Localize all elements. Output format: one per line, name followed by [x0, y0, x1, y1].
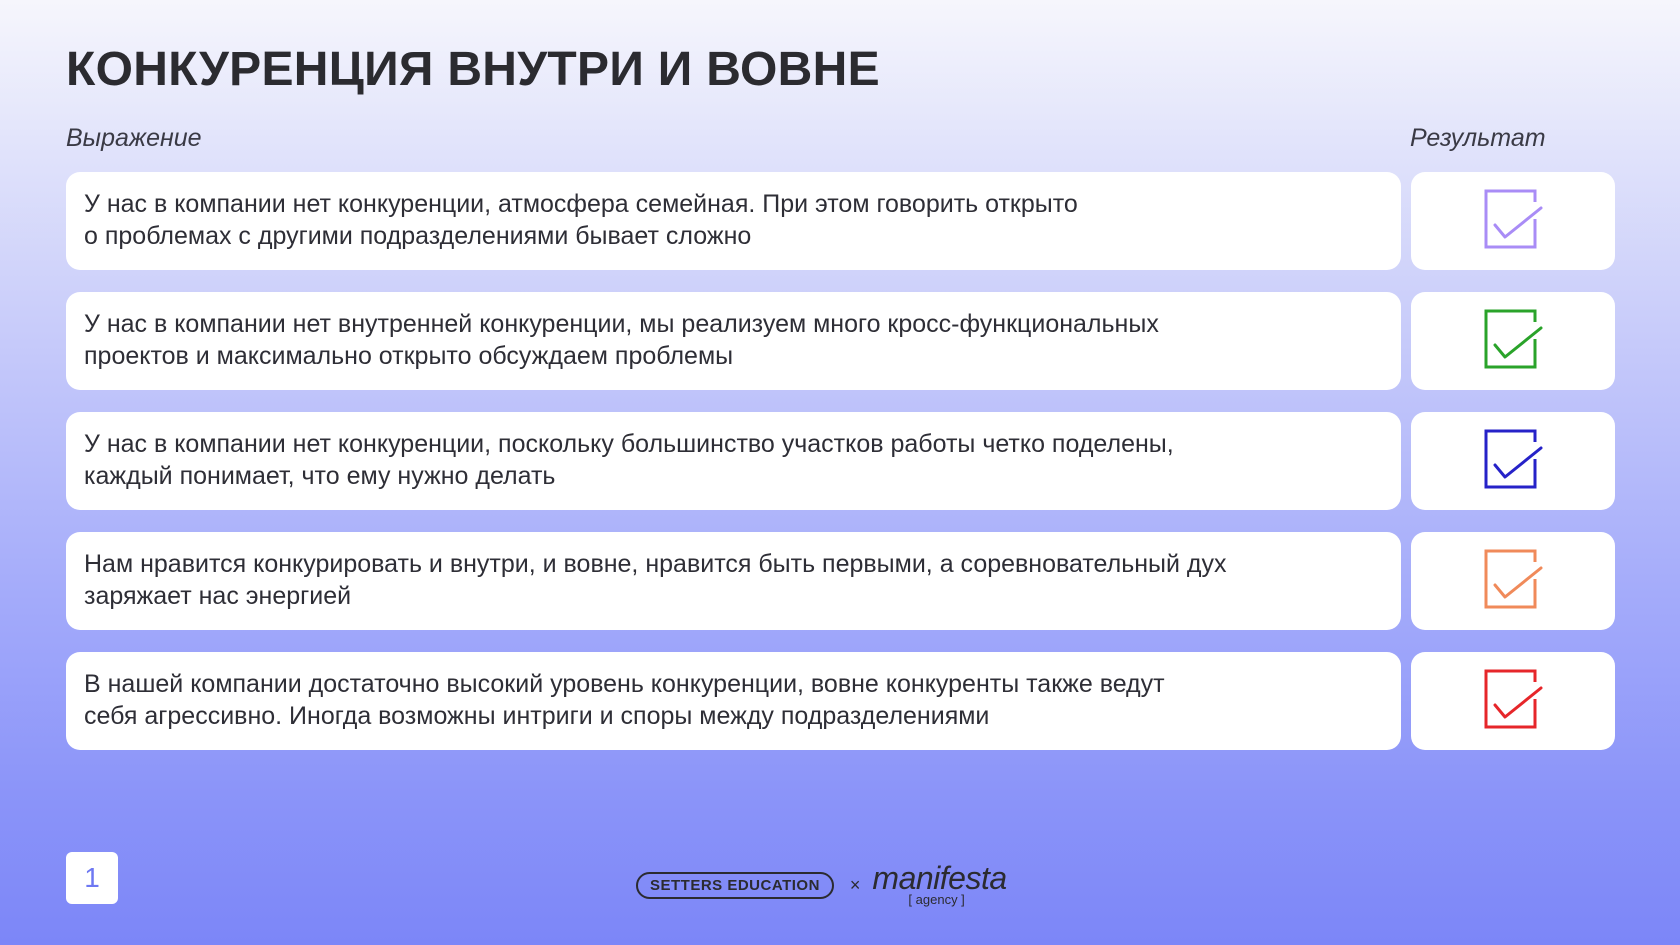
statement-text-line: каждый понимает, что ему нужно делать: [84, 462, 556, 490]
result-card[interactable]: [1411, 172, 1615, 270]
checkbox-check-icon: [1481, 548, 1545, 614]
statement-card: [66, 292, 1401, 390]
statement-card: [66, 412, 1401, 510]
statement-text-line: заряжает нас энергией: [84, 582, 352, 610]
logo-separator: ×: [849, 874, 861, 895]
statement-text-line: У нас в компании нет конкуренции, атмосфера семейная. При этом говорить открыто: [84, 190, 1078, 218]
statement-row: [66, 412, 1615, 510]
statement-column-header: Выражение: [66, 124, 202, 152]
statement-row: [66, 532, 1615, 630]
statement-text-line: о проблемах с другими подразделениями бывает сложно: [84, 222, 752, 250]
statement-row: [66, 292, 1615, 390]
result-card[interactable]: [1411, 652, 1615, 750]
page-number: 1: [66, 852, 118, 904]
slide-title: КОНКУРЕНЦИЯ ВНУТРИ И ВОВНЕ: [66, 43, 880, 96]
statement-row: [66, 172, 1615, 270]
checkbox-check-icon: [1481, 308, 1545, 374]
manifesta-agency-logo: [872, 862, 1010, 908]
statement-card: [66, 652, 1401, 750]
result-card[interactable]: [1411, 292, 1615, 390]
statement-row: [66, 652, 1615, 750]
statement-text-line: себя агрессивно. Иногда возможны интриги и споры между подразделениями: [84, 702, 990, 730]
checkbox-check-icon: [1481, 188, 1545, 254]
statement-text-line: У нас в компании нет конкуренции, поскольку большинство участков работы четко поделены,: [84, 430, 1174, 458]
manifesta-wordmark: manifesta: [872, 860, 1007, 896]
result-column-header: Результат: [1410, 124, 1546, 152]
result-card[interactable]: [1411, 532, 1615, 630]
checkbox-check-icon: [1481, 428, 1545, 494]
statement-text-line: проектов и максимально открыто обсуждаем проблемы: [84, 342, 734, 370]
statement-card: [66, 532, 1401, 630]
statement-text-line: В нашей компании достаточно высокий уровень конкуренции, вовне конкуренты также ведут: [84, 670, 1165, 698]
setters-education-logo: SETTERS EDUCATION: [636, 872, 834, 899]
statement-card: [66, 172, 1401, 270]
result-card[interactable]: [1411, 412, 1615, 510]
checkbox-check-icon: [1481, 668, 1545, 734]
manifesta-subtitle: [ agency ]: [908, 892, 965, 907]
statement-text-line: У нас в компании нет внутренней конкуренции, мы реализуем много кросс-функциональных: [84, 310, 1159, 338]
statement-text-line: Нам нравится конкурировать и внутри, и вовне, нравится быть первыми, а соревновательный дух: [84, 550, 1227, 578]
footer-logos: [636, 862, 1010, 908]
